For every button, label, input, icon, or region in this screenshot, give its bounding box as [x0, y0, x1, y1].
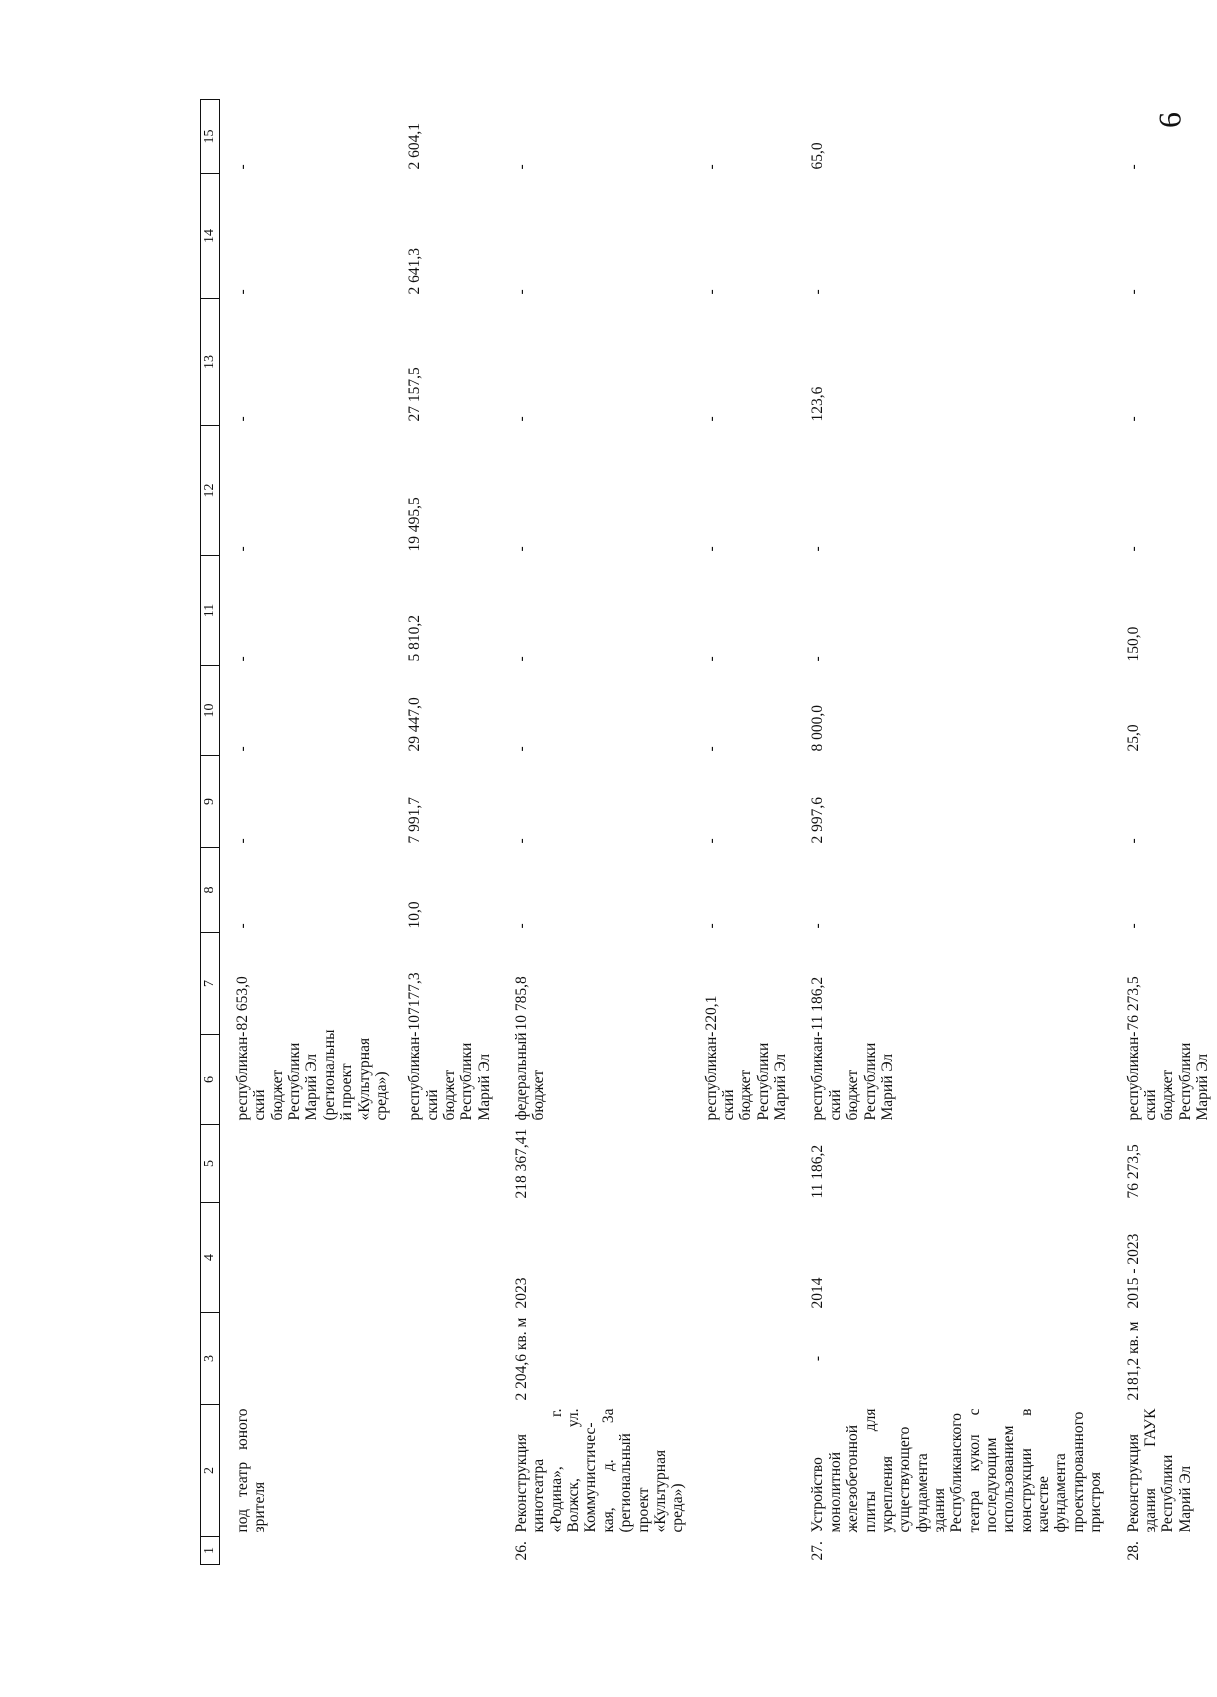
funding-source: республикан-ский бюджет Республики Марий Эл	[702, 1031, 790, 1121]
capacity: 2 204,6 кв. м	[513, 1317, 531, 1401]
capacity	[220, 1313, 397, 1405]
funding-source: республикан-ский бюджет Республики Марий Эл	[809, 1031, 896, 1121]
budget-table-sheet	[200, 100, 1211, 1565]
column-header: 7	[201, 933, 220, 1035]
amount-total: 10 785,8	[513, 976, 531, 1031]
row-number	[396, 1537, 499, 1565]
table-row	[795, 100, 1110, 1565]
amount: -	[234, 656, 251, 662]
table-row	[1111, 100, 1217, 1565]
capacity: 2181,2 кв. м	[1124, 1321, 1142, 1401]
amount-total: 107177,3	[406, 972, 424, 1031]
amount: -	[513, 923, 531, 929]
amount: -	[809, 656, 827, 662]
object-name: Реконструкция кинотеатра «Родина», г. Волжск, ул. Коммунистичес-кая, д. 3а (региональный проект «Культурная среда»)	[513, 1408, 687, 1533]
funding-source: республикан-ский бюджет Республики Марий Эл	[406, 1031, 493, 1121]
amount: 29 447,0	[406, 697, 424, 752]
table-row	[220, 100, 397, 1565]
column-header: 10	[201, 666, 220, 756]
amount: 19 495,5	[406, 497, 424, 552]
amount: 8 000,0	[809, 705, 827, 752]
row-number	[220, 1537, 397, 1565]
amount: 2 641,3	[406, 248, 424, 295]
row-number: 28.	[1124, 1541, 1142, 1561]
column-header: 12	[201, 426, 220, 556]
row-number: 27.	[809, 1541, 827, 1561]
amount-total: 220,1	[702, 995, 720, 1031]
page-number: 6	[1151, 112, 1188, 128]
object-name: Реконструкция здания ГАУК Республики Марий Эл	[1124, 1408, 1194, 1533]
column-header: 11	[201, 556, 220, 666]
budget-table	[200, 99, 1217, 1565]
column-header: 9	[201, 756, 220, 848]
years: 2015 - 2023	[1124, 1233, 1142, 1309]
amount: -	[1124, 546, 1142, 552]
table-row	[693, 100, 796, 1565]
amount: -	[702, 164, 720, 170]
amount: -	[513, 746, 531, 752]
amount: -	[234, 746, 251, 752]
object-name: Устройство монолитной железобетонной плиты для укрепления существующего фундамента здания Республиканского театра кукол с последующим использованием конструкции в качестве фундамента проектированного пристроя	[809, 1408, 1105, 1533]
column-header: 2	[201, 1405, 220, 1537]
row-number: 26.	[513, 1541, 531, 1561]
amount: -	[234, 923, 251, 929]
amount-total: 76 273,5	[1124, 976, 1142, 1031]
amount: -	[234, 416, 251, 422]
object-name	[693, 1405, 796, 1537]
column-header: 13	[201, 299, 220, 426]
years: 2023	[513, 1277, 531, 1309]
amount: -	[702, 656, 720, 662]
amount: -	[702, 289, 720, 295]
amount: -	[702, 923, 720, 929]
amount: -	[513, 164, 531, 170]
estimated-cost: 76 273,5	[1124, 1144, 1142, 1199]
amount: 2 604,1	[406, 123, 424, 170]
column-header: 14	[201, 174, 220, 299]
table-row	[396, 100, 499, 1565]
amount: -	[234, 164, 251, 170]
years	[693, 1203, 796, 1313]
amount: 5 810,2	[406, 615, 424, 662]
amount: -	[513, 656, 531, 662]
amount: -	[1124, 923, 1142, 929]
object-name	[396, 1405, 499, 1537]
amount: 123,6	[809, 386, 827, 422]
table-row	[499, 100, 693, 1565]
amount: -	[513, 546, 531, 552]
column-number-header	[201, 100, 220, 1565]
estimated-cost	[396, 1125, 499, 1203]
amount: 65,0	[809, 142, 827, 170]
estimated-cost: 218 367,41	[513, 1128, 531, 1199]
amount: -	[1124, 838, 1142, 844]
amount: -	[234, 289, 251, 295]
capacity	[693, 1313, 796, 1405]
amount-total: 11 186,2	[809, 976, 827, 1031]
object-name: под театр юного зрителя	[234, 1408, 269, 1533]
funding-source: республикан-ский бюджет Республики Марий Эл	[1124, 1031, 1211, 1121]
amount: -	[702, 546, 720, 552]
capacity	[396, 1313, 499, 1405]
funding-source: республикан-ский бюджет Республики Марий Эл (региональны й проект «Культурная среда»)	[234, 1029, 390, 1121]
column-header: 5	[201, 1125, 220, 1203]
amount: -	[702, 838, 720, 844]
amount: 2 997,6	[809, 797, 827, 844]
amount: -	[702, 746, 720, 752]
amount: -	[513, 416, 531, 422]
estimated-cost: 11 186,2	[809, 1144, 827, 1199]
amount: 10,0	[406, 901, 424, 929]
amount: -	[1124, 164, 1142, 170]
row-number	[693, 1537, 796, 1565]
funding-source: федеральный бюджет	[513, 1032, 548, 1121]
amount: 25,0	[1124, 724, 1142, 752]
years	[396, 1203, 499, 1313]
estimated-cost	[220, 1125, 397, 1203]
amount: -	[234, 546, 251, 552]
column-header: 1	[201, 1537, 220, 1565]
amount-total: 82 653,0	[234, 976, 251, 1031]
column-header: 3	[201, 1313, 220, 1405]
amount: -	[513, 838, 531, 844]
capacity: -	[809, 1355, 827, 1362]
years: 2014	[809, 1277, 827, 1309]
amount: -	[809, 289, 827, 295]
amount: -	[702, 416, 720, 422]
years	[220, 1203, 397, 1313]
amount: -	[1124, 416, 1142, 422]
column-header: 8	[201, 848, 220, 933]
amount: -	[1124, 289, 1142, 295]
column-header: 4	[201, 1203, 220, 1313]
amount: -	[513, 289, 531, 295]
amount: 7 991,7	[406, 797, 424, 844]
amount: 150,0	[1124, 626, 1142, 662]
amount: -	[809, 923, 827, 929]
column-header: 15	[201, 100, 220, 174]
amount: 27 157,5	[406, 367, 424, 422]
amount: -	[234, 838, 251, 844]
column-header: 6	[201, 1035, 220, 1125]
estimated-cost	[693, 1125, 796, 1203]
amount: -	[809, 546, 827, 552]
